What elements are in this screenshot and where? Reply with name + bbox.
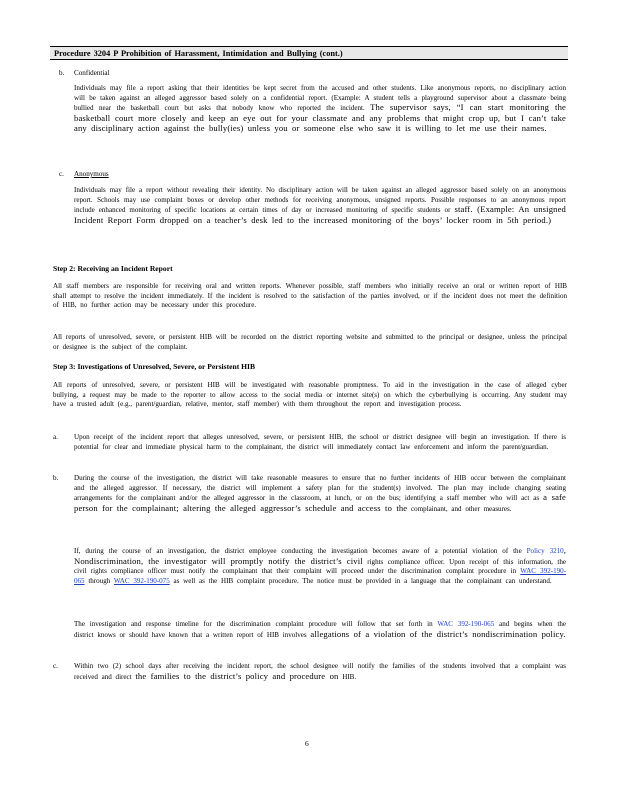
anonymous-paragraph [74, 186, 566, 226]
wac-075-link[interactable]: WAC 392-190-075 [113, 576, 170, 585]
wac-065-link-2[interactable]: WAC 392-190-065 [437, 620, 495, 628]
nondisc-text-emph: , Nondiscrimination, the investigator will promptly notify the district’s civil [74, 545, 566, 566]
procedure-header: Procedure 3204 P Prohibition of Harassment, Intimidation and Bullying (cont.) [50, 46, 568, 60]
notify-text: Within two (2) school days after receiving the incident report, the school designee will notify the families of the students involved that a complaint was received and direct [74, 662, 566, 681]
nondisc-text-a: If, during the course of an investigation, the district employee conducting the investigation becomes aware of a potential violation of the [74, 547, 522, 555]
nondisc-text-d: as well as the HIB complaint procedure. The notice must be provided in a language that the complainant can understand. [173, 576, 552, 585]
item-letter-b2: b. [53, 474, 59, 482]
step2-paragraph-1: All staff members are responsible for receiving oral and written reports. Whenever possible, staff members who initially receive an oral or written report of HIB shall attempt to resolve the incident immediately. If the incident is resolved to the satisfaction of the parties involved, or if the incident does not meet the definition of HIB, no further action may be necessary under this procedure. [53, 282, 567, 310]
step2-heading: Step 2: Receiving an Incident Report [53, 264, 173, 273]
page-number: 6 [305, 739, 309, 748]
step3-item-a: Upon receipt of the incident report that alleges unresolved, severe, or persistent HIB, the school or district designee will begin an investigation. If there is potential for clear and immediate physical harm to the complainant, the district will immediately contact law enforcement and inform the parent/guardian. [74, 433, 566, 451]
timeline-text-b: and begins when the district knows or should have known that a written report of HIB involves [74, 620, 567, 639]
step3-heading: Step 3: Investigations of Unresolved, Severe, or Persistent HIB [53, 362, 256, 371]
safety-text-end: complainant, and other measures. [411, 504, 512, 513]
policy-3210-link[interactable]: Policy 3210 [526, 547, 564, 555]
anonymous-heading: Anonymous [74, 170, 109, 178]
item-letter-b: b. [59, 69, 65, 77]
nondisc-text-c: through [88, 576, 111, 585]
nondiscrimination-paragraph [74, 546, 566, 586]
timeline-paragraph [74, 620, 566, 640]
item-letter-c: c. [59, 170, 64, 178]
step3-item-c [74, 662, 566, 682]
item-letter-a: a. [53, 433, 58, 441]
safety-text: During the course of the investigation, the district will take reasonable measures to ensure that no further incidents of HIB occur between the complainant and the alleged aggressor. If necessary, the district will implement a safety plan for the student(s) involved. The plan may include changing seating arrangements for the complainant and/or the alleged aggressor in the classroom, at lunch, or on the bus; identifying a staff member who will act as [74, 474, 566, 503]
notify-text-emph: the families to the district’s policy and procedure on [135, 670, 339, 681]
anonymous-example-text: staff. (Example: An unsigned Incident Report Form dropped on a teacher’s desk led to the increased monitoring of the boys’ locker room in 5th period.) [74, 204, 567, 225]
nondisc-text-b: rights compliance officer. Upon receipt of this information, the civil rights compliance officer must notify the complainant that their complaint will proceed under the discrimination complaint procedure in [74, 557, 567, 576]
anonymous-text: Individuals may file a report without revealing their identity. No disciplinary action will be taken against an alleged aggressor based solely on an anonymous report. Schools may use complaint boxes or develop other methods for receiving anonymous, unsigned reports. Possible responses to an anonymous report include enhanced monitoring of specific locations at certain times of day or increased monitoring of specific students or [74, 186, 566, 215]
safety-text-emph: a safe person for the complainant; altering the alleged aggressor’s schedule and access to the [74, 492, 567, 513]
confidential-example-text: The supervisor says, “I can start monitoring the basketball court more closely and keep an eye out for your classmate and any problems that might crop up, but I can’t take any disciplinary action against the bully(ies) unless you or someone else who saw it is willing to let me use their names. [74, 102, 566, 134]
item-letter-c2: c. [53, 662, 58, 670]
timeline-text-emph: allegations of a violation of the district’s nondiscrimination policy. [310, 628, 566, 639]
confidential-paragraph [74, 84, 566, 135]
timeline-text-a: The investigation and response timeline for the discrimination complaint procedure will follow that set forth in [74, 620, 433, 628]
step2-paragraph-2: All reports of unresolved, severe, or persistent HIB will be recorded on the district reporting website and submitted to the principal or designee, unless the principal or designee is the subject of the complaint. [53, 333, 567, 351]
step3-item-b [74, 474, 566, 514]
confidential-text: Individuals may file a report asking that their identities be kept secret from the accused and other students. Like anonymous reports, no disciplinary action will be taken against an alleged aggressor based solely on a confidential report. (Example: A student tells a playground supervisor about a classmate being bullied near the basketball court but asks that nobody know who reported the incident. [74, 84, 566, 113]
confidential-heading: Confidential [74, 69, 110, 77]
notify-text-end: HIB. [342, 672, 357, 681]
step3-paragraph: All reports of unresolved, severe, or persistent HIB will be investigated with reasonable promptness. To aid in the investigation in the case of alleged cyber bullying, a request may be made to the reporter to allow access to the social media or internet site(s) on which the cyberbullying is occurring. Any student may have a trusted adult (e.g., parent/guardian, relative, mentor, staff member) with them throughout the report and investigation process. [53, 381, 567, 409]
wac-065-link[interactable]: WAC 392-190-065 [74, 567, 566, 585]
